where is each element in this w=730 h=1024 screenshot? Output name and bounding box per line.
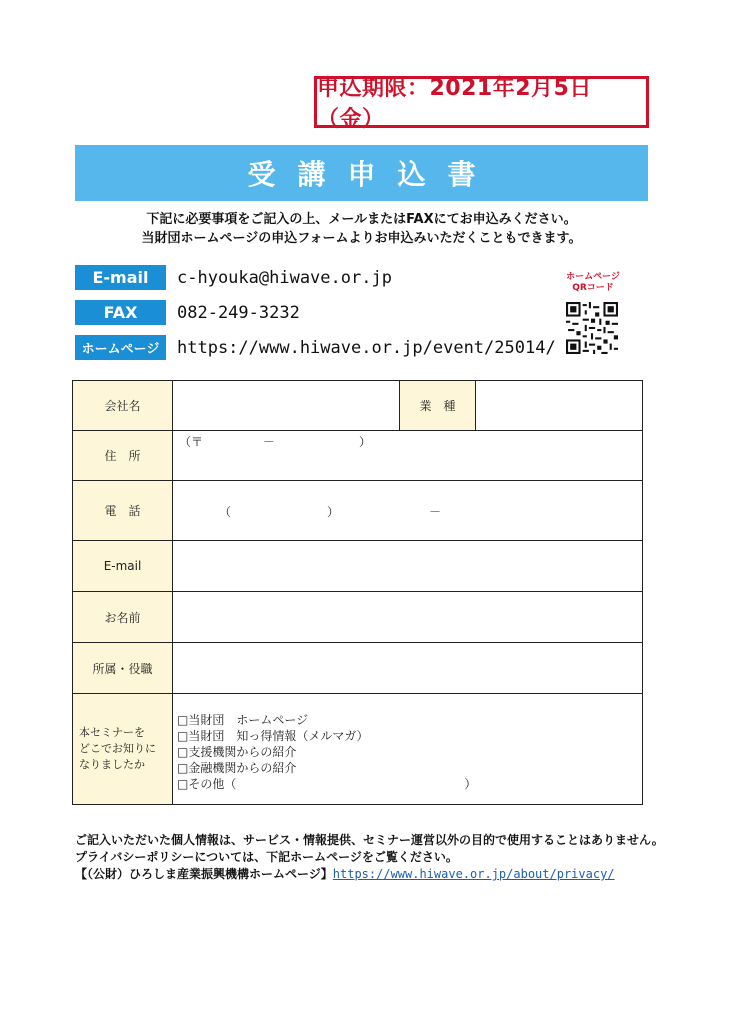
qr-caption (558, 272, 628, 294)
homepage-contact-value[interactable]: https://www.hiwave.or.jp/event/25014/ (177, 337, 556, 358)
fax-contact-value: 082-249-3232 (177, 302, 300, 323)
option-newsletter[interactable]: □当財団 知っ得情報（メルマガ） (177, 729, 369, 743)
source-label-line-1: 本セミナーを (79, 726, 145, 739)
privacy-line-3 (75, 866, 695, 883)
privacy-policy-link[interactable]: https://www.hiwave.or.jp/about/privacy/ (332, 867, 615, 881)
phone-field[interactable]: （ ） － (219, 505, 442, 519)
email-contact-label: E-mail (75, 265, 166, 290)
option-support-agency[interactable]: □支援機関からの紹介 (177, 745, 297, 759)
fax-contact-label: FAX (75, 300, 166, 325)
phone-label: 電 話 (73, 481, 173, 540)
email-label: E-mail (73, 541, 173, 591)
company-row (73, 381, 642, 431)
industry-label: 業 種 (399, 381, 476, 430)
intro-line-2: 当財団ホームページの申込フォームよりお申込みいただくこともできます。 (141, 231, 582, 246)
address-label: 住 所 (73, 431, 173, 480)
privacy-line-2: プライバシーポリシーについては、下記ホームページをご覧ください。 (75, 850, 458, 864)
source-label (73, 694, 173, 804)
email-row (73, 541, 642, 592)
qr-caption-line-2: QRコード (572, 283, 614, 293)
privacy-notice (75, 832, 695, 883)
department-row (73, 643, 642, 694)
name-label: お名前 (73, 592, 173, 642)
homepage-contact-label: ホームページ (75, 335, 166, 360)
intro-line-1: 下記に必要事項をご記入の上、メールまたはFAXにてお申込みください。 (146, 212, 577, 227)
source-label-line-2: どこでお知りに (79, 742, 156, 755)
qr-caption-line-1: ホームページ (566, 272, 620, 282)
source-label-line-3: なりましたか (79, 758, 145, 771)
option-other[interactable]: □その他（ ） (177, 777, 477, 791)
email-contact-value[interactable]: c-hyouka@hiwave.or.jp (177, 267, 392, 288)
phone-row (73, 481, 642, 541)
name-row (73, 592, 642, 643)
qr-code-icon (566, 302, 618, 354)
address-row (73, 431, 642, 481)
privacy-org-label: 【（公財）ひろしま産業振興機構ホームページ】 (75, 867, 333, 881)
source-options (177, 712, 476, 792)
department-label: 所属・役職 (73, 643, 173, 693)
postal-code-field[interactable]: （〒 － ） (179, 435, 372, 449)
application-form (72, 380, 643, 805)
option-financial-institution[interactable]: □金融機関からの紹介 (177, 761, 297, 775)
company-label: 会社名 (73, 381, 173, 430)
source-row (73, 694, 642, 804)
deadline-banner: 申込期限：2021年2月5日（金） (314, 76, 649, 128)
option-homepage[interactable]: □当財団 ホームページ (177, 713, 309, 727)
privacy-line-1: ご記入いただいた個人情報は、サービス・情報提供、セミナー運営以外の目的で使用することはありません。 (75, 833, 664, 847)
intro-text (75, 210, 648, 248)
form-title: 受講申込書 (75, 145, 648, 201)
